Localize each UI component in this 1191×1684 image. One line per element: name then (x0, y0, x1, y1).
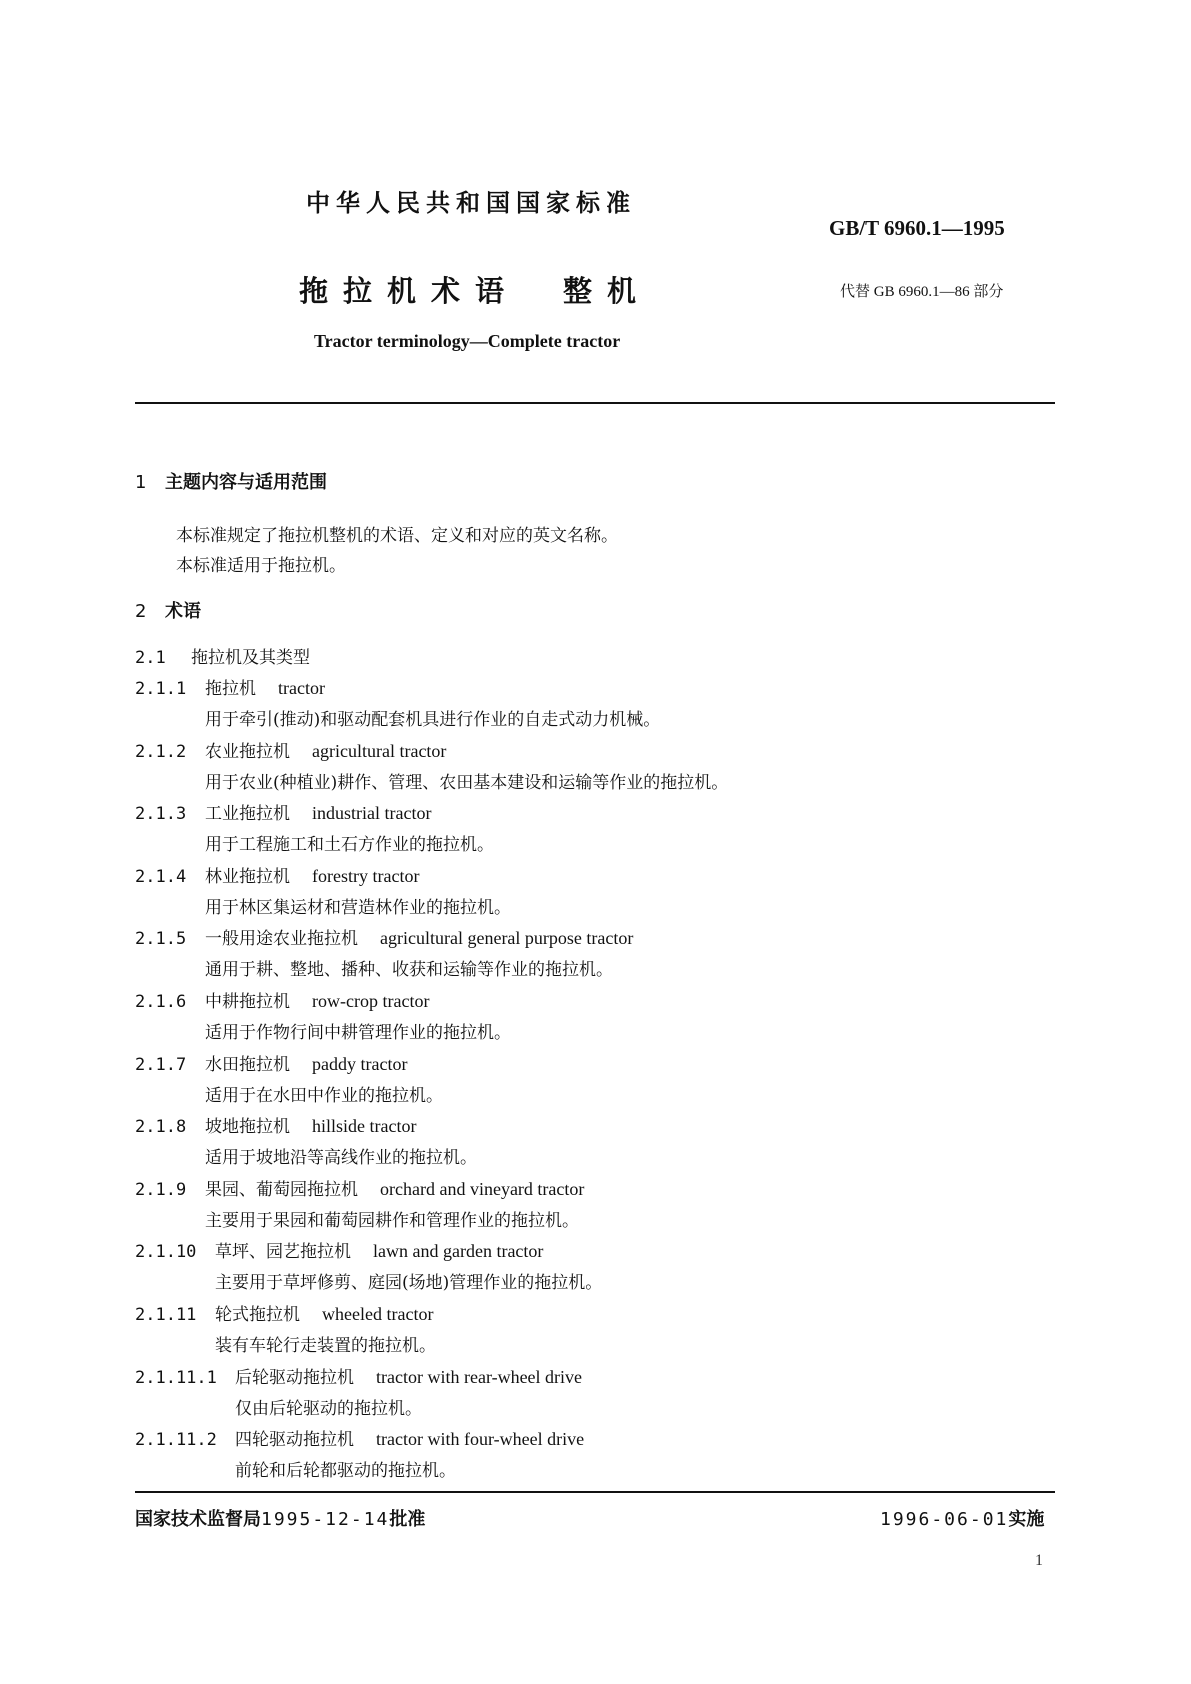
term-number: 2.1.7 (135, 1054, 187, 1075)
scope-paragraph-2: 本标准适用于拖拉机。 (176, 556, 346, 576)
term-english: agricultural tractor (312, 740, 447, 761)
term-definition: 适用于作物行间中耕管理作业的拖拉机。 (205, 1023, 511, 1043)
term-number: 2.1.6 (135, 992, 187, 1012)
term-line (135, 1237, 543, 1262)
approve-label: 批准 (389, 1509, 426, 1530)
term-line (135, 987, 429, 1012)
effective-date: 1996-06-01 (880, 1509, 1009, 1530)
term-number: 2.1.1 (135, 679, 187, 699)
approval-line (135, 1505, 425, 1531)
term-chinese: 后轮驱动拖拉机 (235, 1367, 354, 1388)
term-line (135, 674, 325, 699)
term-english: wheeled tractor (322, 1304, 434, 1324)
replaces-note: 代替 GB 6960.1—86 部分 (840, 284, 1004, 300)
term-english: forestry tractor (312, 865, 420, 886)
top-divider (135, 402, 1055, 404)
term-chinese: 拖拉机 (205, 679, 256, 699)
term-line (135, 1425, 584, 1450)
term-chinese: 工业拖拉机 (205, 804, 290, 825)
section-heading-1 (135, 468, 327, 494)
term-line (135, 924, 633, 949)
term-line (135, 1050, 407, 1075)
term-number: 2.1.11.1 (135, 1367, 217, 1388)
term-english: paddy tractor (312, 1053, 408, 1074)
scope-paragraph-1: 本标准规定了拖拉机整机的术语、定义和对应的英文名称。 (176, 526, 618, 546)
term-definition: 装有车轮行走装置的拖拉机。 (215, 1336, 436, 1356)
term-definition: 适用于在水田中作业的拖拉机。 (205, 1085, 443, 1106)
term-number: 2.1.11.2 (135, 1430, 217, 1451)
term-definition: 主要用于果园和葡萄园耕作和管理作业的拖拉机。 (205, 1210, 579, 1231)
term-chinese: 轮式拖拉机 (215, 1305, 300, 1325)
term-definition: 用于工程施工和土石方作业的拖拉机。 (205, 835, 494, 856)
page-number: 1 (1035, 1552, 1043, 1569)
term-number: 2.1 (135, 648, 166, 668)
national-standard-heading: 中华人民共和国国家标准 (306, 189, 636, 217)
english-title: Tractor terminology—Complete tractor (314, 331, 621, 351)
section-number: 2 (135, 601, 147, 622)
page-title: 拖拉机术语 整机 (299, 274, 652, 308)
term-english: industrial tractor (312, 803, 432, 824)
effective-line (880, 1505, 1044, 1531)
section-heading-2 (135, 597, 201, 623)
bottom-divider (135, 1491, 1055, 1493)
term-english: hillside tractor (312, 1116, 417, 1137)
term-definition: 通用于耕、整地、播种、收获和运输等作业的拖拉机。 (205, 960, 613, 981)
term-chinese: 林业拖拉机 (205, 866, 290, 887)
term-definition: 用于农业(种植业)耕作、管理、农田基本建设和运输等作业的拖拉机。 (205, 772, 729, 793)
term-chinese: 拖拉机及其类型 (191, 648, 310, 668)
approve-date: 1995-12-14 (261, 1509, 390, 1530)
term-number: 2.1.5 (135, 929, 187, 950)
term-chinese: 草坪、园艺拖拉机 (215, 1242, 351, 1263)
term-number: 2.1.2 (135, 741, 187, 762)
term-number: 2.1.3 (135, 804, 187, 825)
term-line (135, 1175, 584, 1200)
term-definition: 适用于坡地沿等高线作业的拖拉机。 (205, 1148, 477, 1169)
term-chinese: 农业拖拉机 (205, 741, 290, 762)
term-line (135, 799, 431, 824)
term-english: row-crop tractor (312, 991, 430, 1011)
term-definition: 前轮和后轮都驱动的拖拉机。 (235, 1461, 456, 1482)
term-definition: 用于牵引(推动)和驱动配套机具进行作业的自走式动力机械。 (205, 710, 661, 730)
term-line (135, 737, 446, 762)
issuer: 国家技术监督局 (135, 1509, 261, 1530)
term-chinese: 坡地拖拉机 (205, 1117, 290, 1138)
term-line (135, 1300, 433, 1325)
term-english: orchard and vineyard tractor (380, 1178, 585, 1199)
effective-label: 实施 (1008, 1509, 1045, 1530)
term-number: 2.1.10 (135, 1242, 197, 1263)
term-line (135, 1112, 416, 1137)
standard-code: GB/T 6960.1—1995 (829, 216, 1005, 240)
term-english: tractor with four-wheel drive (376, 1429, 585, 1450)
term-english: agricultural general purpose tractor (380, 928, 634, 949)
section-title: 主题内容与适用范围 (165, 472, 327, 493)
term-line (135, 643, 310, 668)
term-line (135, 862, 419, 887)
term-number: 2.1.11 (135, 1305, 197, 1325)
section-number: 1 (135, 472, 147, 493)
term-definition: 用于林区集运材和营造林作业的拖拉机。 (205, 897, 511, 918)
term-chinese: 水田拖拉机 (205, 1054, 290, 1075)
term-definition: 仅由后轮驱动的拖拉机。 (235, 1398, 422, 1419)
term-chinese: 一般用途农业拖拉机 (205, 929, 358, 950)
term-number: 2.1.9 (135, 1179, 187, 1200)
term-number: 2.1.4 (135, 866, 187, 887)
term-english: tractor (278, 678, 325, 698)
term-line (135, 1363, 582, 1388)
term-chinese: 果园、葡萄园拖拉机 (205, 1179, 358, 1200)
term-english: tractor with rear-wheel drive (376, 1366, 583, 1387)
term-chinese: 中耕拖拉机 (205, 992, 290, 1012)
term-chinese: 四轮驱动拖拉机 (235, 1430, 354, 1451)
term-number: 2.1.8 (135, 1117, 187, 1138)
term-english: lawn and garden tractor (373, 1241, 544, 1262)
term-definition: 主要用于草坪修剪、庭园(场地)管理作业的拖拉机。 (215, 1273, 603, 1294)
section-title: 术语 (165, 601, 201, 622)
